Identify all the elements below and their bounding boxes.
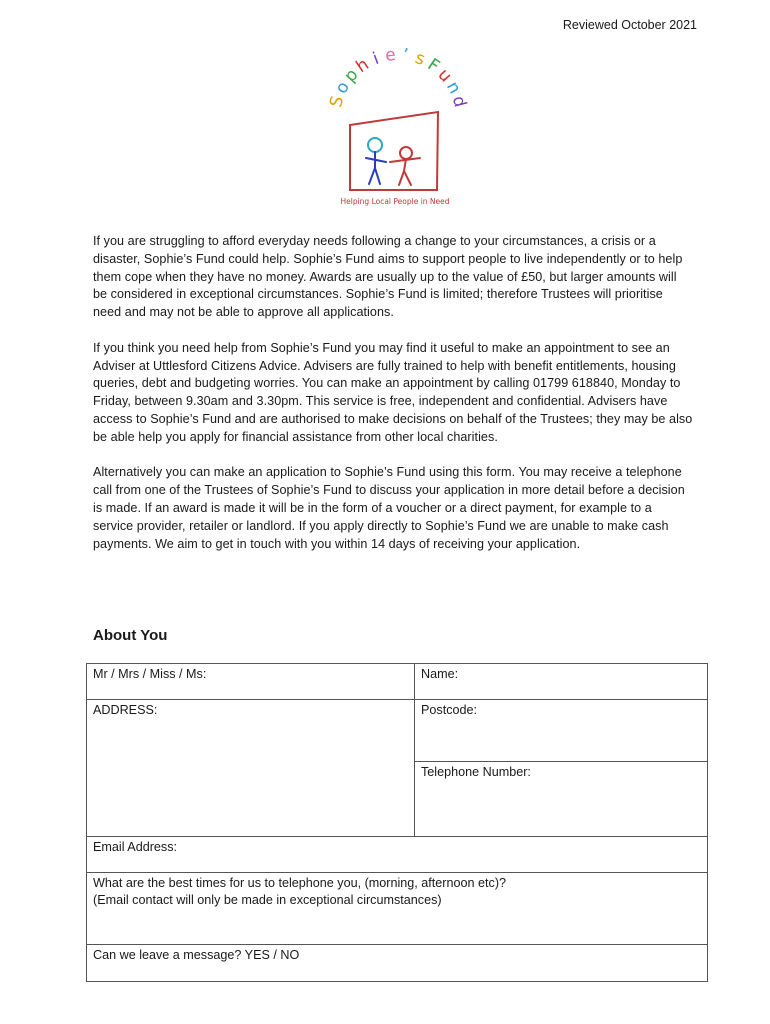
- email-label: Email Address:: [93, 840, 177, 854]
- address-label: ADDRESS:: [93, 703, 158, 717]
- sophies-fund-logo: [320, 40, 470, 210]
- logo-graphic: [320, 40, 470, 210]
- logo-arc-letter: p: [340, 64, 363, 87]
- postcode-field[interactable]: [415, 700, 708, 762]
- postcode-label: Postcode:: [421, 703, 478, 717]
- logo-arc-letter: h: [352, 54, 373, 78]
- logo-arc-letter: o: [331, 78, 354, 98]
- leave-message-label: Can we leave a message? YES / NO: [93, 948, 300, 962]
- best-times-note: (Email contact will only be made in exceptional circumstances): [93, 893, 442, 907]
- intro-paragraph-1: If you are struggling to afford everyday needs following a change to your circumstances, a crisis or a disaster, Sophie’s Fund could help. Sophie’s Fund aims to support people to live independently or to help them cope when they have no money. Awards are usually up to the value of £50, but larger amounts will be considered in exceptional circumstances. Sophie’s Fund is limited; therefore Trustees will prioritise need and may not be able to approve all applications.: [93, 234, 683, 320]
- child-figure-blue-head: [368, 138, 382, 152]
- logo-arc-letter: n: [441, 78, 465, 98]
- name-field[interactable]: [415, 664, 708, 700]
- intro-paragraph-2: If you think you need help from Sophie’s Fund you may find it useful to make an appointment to see an Adviser at Uttlesford Citizens Advice. Advisers are fully trained to help with benefit entitlements, housing queries, debt and budgeting worries. You can make an appointment by calling 01799 618840, Monday to Friday, between 9.30am and 3.30pm. This service is free, independent and confidential. Advisers have access to Sophie’s Fund and are authorised to make decisions on behalf of the Trustees; they may be also be able help you apply for financial assistance from other local charities.: [93, 340, 693, 444]
- logo-arc-letter: S: [326, 93, 349, 110]
- email-field[interactable]: [87, 837, 708, 873]
- logo-arc-text: [326, 45, 470, 110]
- child-figure-blue-body: [366, 152, 386, 184]
- house-drawing: [350, 112, 438, 190]
- title-field[interactable]: [87, 664, 415, 700]
- reviewed-date: Reviewed October 2021: [562, 18, 697, 32]
- telephone-label: Telephone Number:: [421, 765, 531, 780]
- title-label: Mr / Mrs / Miss / Ms:: [93, 667, 207, 681]
- logo-arc-letter: s: [412, 48, 428, 70]
- intro-text: [93, 233, 693, 571]
- logo-arc-letter: d: [447, 93, 470, 110]
- best-times-field[interactable]: [87, 873, 708, 945]
- best-times-label: What are the best times for us to telephone you, (morning, afternoon etc)?: [93, 876, 507, 890]
- intro-paragraph-3: Alternatively you can make an application to Sophie’s Fund using this form. You may receive a telephone call from one of the Trustees of Sophie’s Fund to discuss your application in more detail before a decision is made. If an award is made it will be in the form of a voucher or a direct payment, for example to a service provider, retailer or landlord. If you apply directly to Sophie’s Fund we are unable to make cash payments. We aim to get in touch with you within 14 days of receiving your application.: [93, 465, 685, 551]
- logo-arc-letter: F: [423, 54, 443, 77]
- section-title-about-you: About You: [93, 627, 168, 644]
- logo-tagline: Helping Local People in Need: [340, 197, 450, 206]
- logo-arc-letter: i: [370, 48, 382, 70]
- about-you-form: [86, 663, 708, 982]
- house-frame: [350, 112, 438, 190]
- child-figure-red-head: [400, 147, 412, 159]
- logo-arc-letter: ’: [401, 45, 410, 66]
- address-field[interactable]: [87, 700, 415, 837]
- logo-arc-letter: e: [384, 44, 397, 66]
- logo-arc-letter: u: [433, 64, 456, 87]
- leave-message-field[interactable]: [87, 945, 708, 982]
- child-figure-red-body: [390, 158, 420, 185]
- telephone-field[interactable]: [415, 762, 708, 837]
- name-label: Name:: [421, 667, 459, 681]
